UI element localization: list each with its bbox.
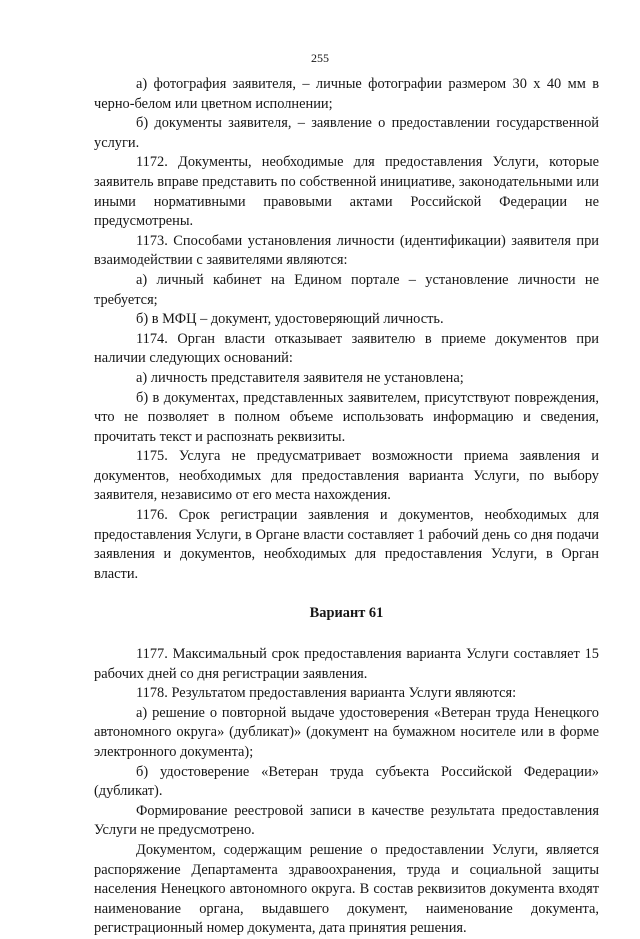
paragraph: б) в документах, представленных заявителем, присутствуют повреждения, что не позволяет в полном объеме использовать информацию и сведения, прочитать текст и распознать реквизиты. xyxy=(94,389,599,445)
paragraph: Документом, содержащим решение о предоставлении Услуги, является распоряжение Департамента здравоохранения, труда и социальной защиты населения Ненецкого автономного округа. В состав реквизитов документа входят наименование органа, выдавшего документ, наименование документа, регистрационный номер документа, дата принятия решения. xyxy=(94,841,599,937)
document-body xyxy=(94,75,599,939)
paragraph: б) удостоверение «Ветеран труда субъекта Российской Федерации» (дубликат). xyxy=(94,763,599,800)
paragraph: а) решение о повторной выдаче удостоверения «Ветеран труда Ненецкого автономного округа» (дубликат)» (документ на бумажном носителе или в форме электронного документа); xyxy=(94,704,599,760)
paragraph: а) фотография заявителя, – личные фотографии размером 30 х 40 мм в черно-белом или цветном исполнении; xyxy=(94,76,599,112)
paragraph: б) в МФЦ – документ, удостоверяющий личность. xyxy=(136,311,444,328)
paragraph: 1172. Документы, необходимые для предоставления Услуги, которые заявитель вправе представить по собственной инициативе, законодательными или иными нормативными правовыми актами Российской Федерации не предусмотрены. xyxy=(94,154,599,230)
paragraph: 1176. Срок регистрации заявления и документов, необходимых для предоставления Услуги, в Органе власти составляет 1 рабочий день со дня подачи заявления и документов, необходимых для предоставления Услуги, в Орган власти. xyxy=(94,507,599,582)
page-number: 255 xyxy=(311,51,329,65)
paragraph: а) личный кабинет на Едином портале – установление личности не требуется; xyxy=(94,271,599,308)
paragraph: 1178. Результатом предоставления варианта Услуги являются: xyxy=(136,685,517,702)
paragraph: 1175. Услуга не предусматривает возможности приема заявления и документов, необходимых для предоставления варианта Услуги, по выбору заявителя, независимо от его места нахождения. xyxy=(94,448,599,504)
paragraph: 1173. Способами установления личности (идентификации) заявителя при взаимодействии с заявителями являются: xyxy=(94,232,599,269)
section-heading: Вариант 61 xyxy=(309,605,384,622)
paragraph: 1177. Максимальный срок предоставления варианта Услуги составляет 15 рабочих дней со дня регистрации заявления. xyxy=(94,646,599,682)
paragraph: Формирование реестровой записи в качестве результата предоставления Услуги не предусмотрено. xyxy=(94,802,599,839)
paragraph: а) личность представителя заявителя не установлена; xyxy=(136,369,464,386)
paragraph: б) документы заявителя, – заявление о предоставлении государственной услуги. xyxy=(94,115,599,151)
paragraph: 1174. Орган власти отказывает заявителю в приеме документов при наличии следующих оснований: xyxy=(94,330,599,367)
